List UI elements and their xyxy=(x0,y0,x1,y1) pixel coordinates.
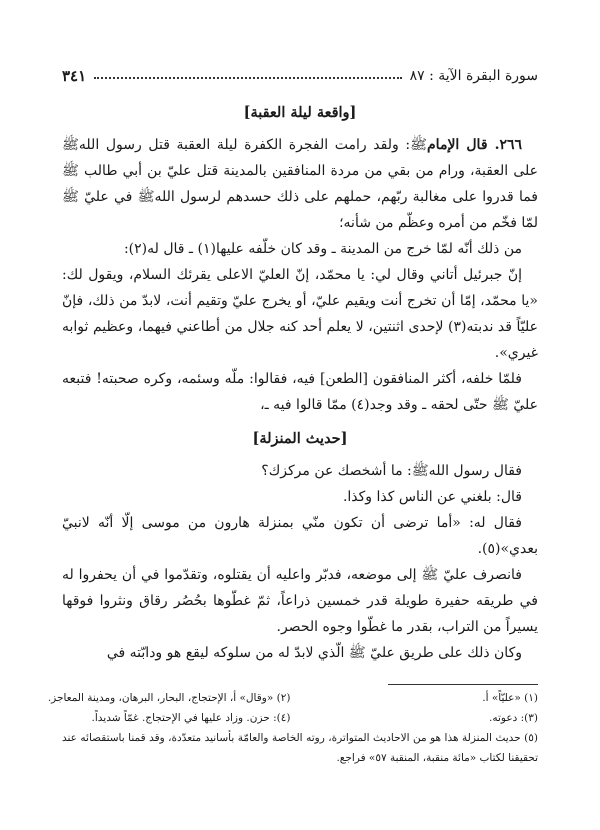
footnotes xyxy=(47,688,538,768)
running-title: سورة البقرة الآية : ٨٧ xyxy=(409,68,538,84)
footnote-row xyxy=(47,688,538,708)
page-number: ٣٤١ xyxy=(62,67,87,85)
paragraph xyxy=(62,132,538,236)
footnote-5: (٥) حديث المنزلة هذا هو من الاحاديث المتواترة، روته الخاصة والعامّة بأسانيد متعدّدة، وقد قمنا باستقصائه عند تحقيقنا لكتاب «مائة منقبة، المنقبة ٥٧» فراجع. xyxy=(62,732,538,764)
header-dotted-rule xyxy=(94,77,401,79)
footnote-3: (٣): دعوته. xyxy=(489,712,538,724)
footnote-row xyxy=(62,708,538,728)
footnote-2: (٢) «وقال» أ، الإحتجاج، البحار، البرهان، ومدينة المعاجز. xyxy=(47,692,291,704)
paragraph: وكان ذلك على طريق عليّ ﷺ الّذي لابدّ له من سلوكه ليقع هو ودابّته في xyxy=(106,645,522,661)
paragraph: فلمّا خلفه، أكثر المنافقون [الطعن] فيه، فقالوا: ملّه وسئمه، وكره صحبته! فتبعه عليّ ﷺ حتّى لحقه ـ وقد وجد(٤) ممّا قالوا فيه ـ، xyxy=(62,371,538,413)
paragraph-text: ﷺ: ولقد رامت الفجرة الكفرة ليلة العقبة قتل رسول اللهﷺ على العقبة، ورام من بقي من مردة المنافقين بالمدينة قتل عليّ بن أبي طالب ﷺ فما قدروا على مغالبة ربّهم، حملهم على ذلك حسدهم لرسول اللهﷺ في عليّ ﷺ لمّا فخّم من أمره وعظّم من شأنه؛ xyxy=(62,137,538,231)
main-text xyxy=(62,92,538,666)
paragraph: من ذلك أنّه لمّا خرج من المدينة ـ وقد كان خلّفه عليها(١) ـ قال له(٢): xyxy=(123,241,522,257)
paragraph: فانصرف عليّ ﷺ إلى موضعه، فدبّر واعليه أن يقتلوه، وتقدّموا في أن يحفروا له في طريقه حفيرة طويلة قدر خمسين ذراعاً، ثمّ غطّوها بحُصُر رقاق ونثروا فوقها يسيراً من التراب، بقدر ما غطّوا وجوه الحصر. xyxy=(62,567,538,635)
hadith-lead: ٢٦٦. قال الإمام xyxy=(427,137,523,153)
section-heading-manzila: [حديث المنزلة] xyxy=(252,430,348,447)
paragraph: قال: بلغني عن الناس كذا وكذا. xyxy=(342,489,522,505)
footnote-4: (٤): حزن. وزاد عليها في الإحتجاج. غمّاً شديداً. xyxy=(91,712,291,724)
footnote-separator xyxy=(388,684,538,685)
running-header xyxy=(62,64,538,88)
section-heading-aqaba: [واقعة ليلة العقبة] xyxy=(243,104,357,121)
paragraph: فقال رسول اللهﷺ: ما أشخصك عن مركزك؟ xyxy=(261,463,522,479)
paragraph: إنّ جبرئيل أتاني وقال لي: يا محمّد، إنّ العليّ الاعلى يقرئك السلام، ويقول لك: «يا محمّد، إمّا أن تخرج أنت ويقيم عليّ، أو يخرج عليّ وتقيم أنت، لابدّ من ذلك، فإنّ عليّاً قد ندبته(٣) لإحدى اثنتين، لا يعلم أحد كنه جلال من أطاعني فيهما، وعظيم ثوابه غيري». xyxy=(62,267,538,361)
paragraph: فقال له: «أما ترضى أن تكون منّي بمنزلة هارون من موسى إلّا أنّه لانبيّ بعدي»(٥). xyxy=(62,515,538,557)
footnote-1: (١) «عليّاً» أ. xyxy=(482,692,538,704)
